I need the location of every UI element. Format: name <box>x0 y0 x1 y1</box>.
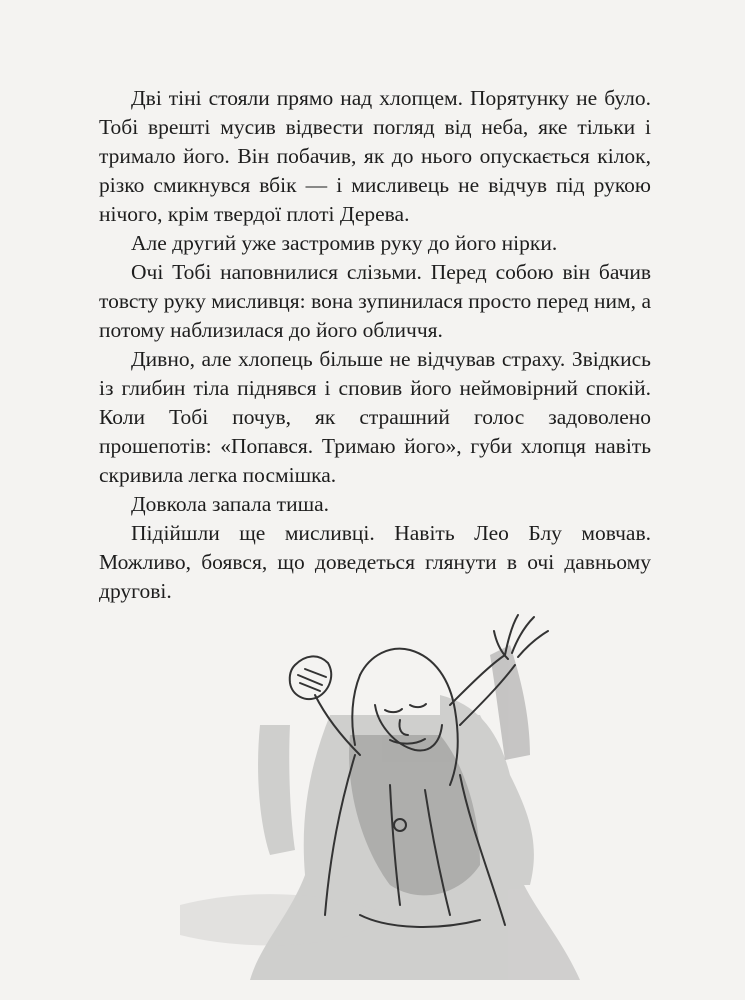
paragraph-4: Дивно, але хлопець більше не відчував страху. Звідкись із глибин тіла піднявся і сповив його неймовірний спокій. Коли Тобі почув, як страшний голос задоволено прошепотів: «Попався. Тримаю його», губи хлопця навіть скривила легка посмішка. <box>99 347 651 487</box>
page-text <box>99 84 651 606</box>
paragraph-3: Очі Тобі наповнилися слізьми. Перед собою він бачив товсту руку мисливця: вона зупинилася просто перед ним, а потому наблизилася до його обличчя. <box>99 260 651 342</box>
hunter-illustration-icon <box>60 585 700 985</box>
paragraph-5: Довкола запала тиша. <box>131 492 330 516</box>
paragraph-2: Але другий уже застромив руку до його нірки. <box>131 231 558 255</box>
paragraph-6: Підійшли ще мисливці. Навіть Лео Блу мовчав. Можливо, боявся, що доведеться глянути в очі давньому другові. <box>99 521 651 603</box>
paragraph-1: Дві тіні стояли прямо над хлопцем. Порятунку не було. Тобі врешті мусив відвести погляд від неба, яке тільки і тримало його. Він побачив, як до нього опускається кілок, різко смикнувся вбік — і мисливець не відчув під рукою нічого, крім твердої плоті Дерева. <box>99 86 651 226</box>
